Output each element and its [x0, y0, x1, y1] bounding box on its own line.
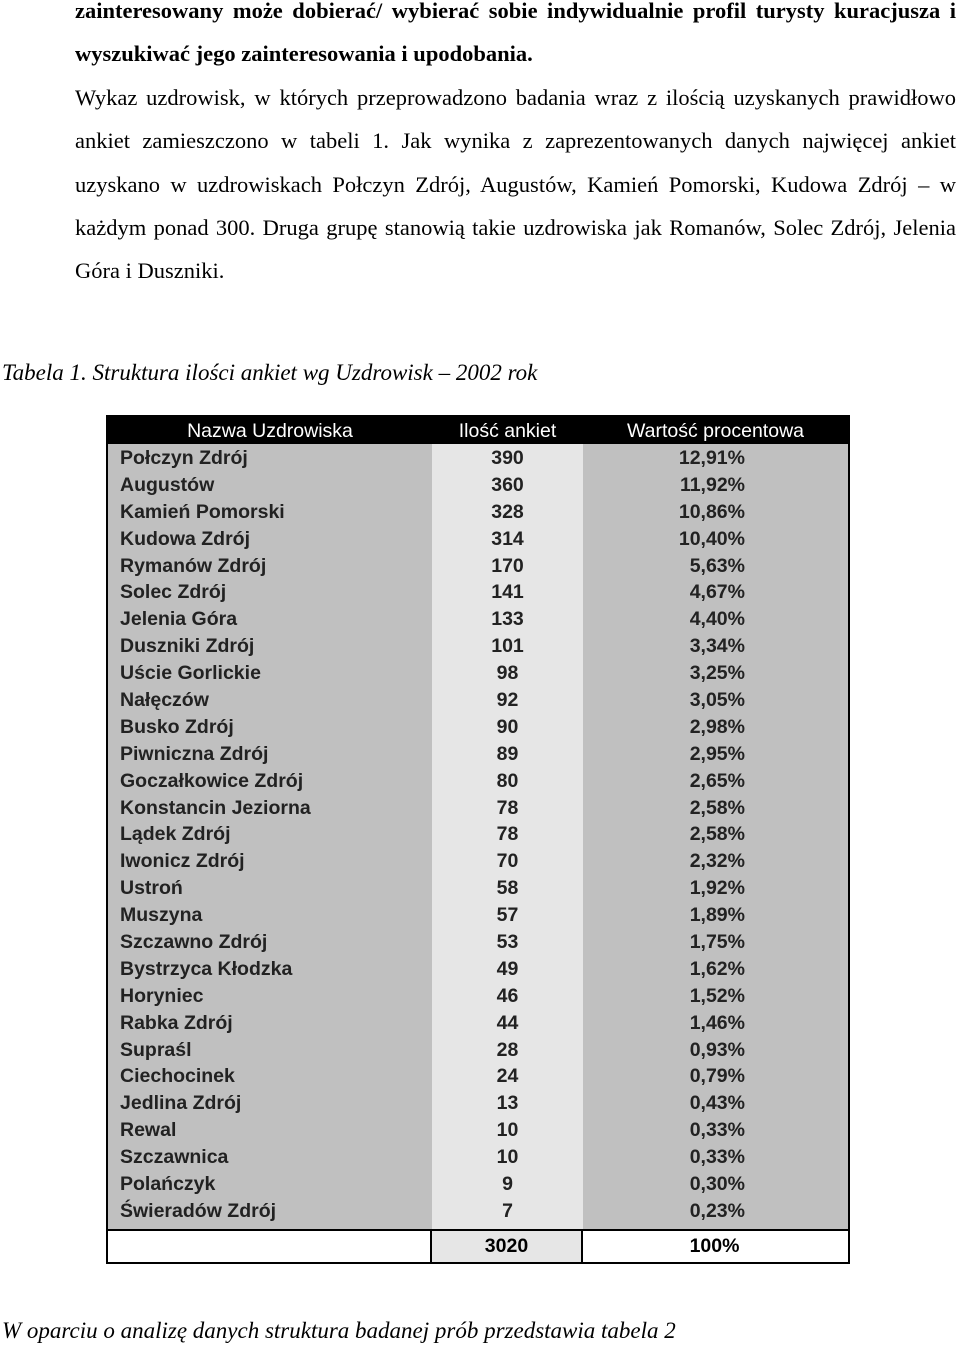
- table-row: [108, 902, 848, 929]
- spa-name-cell: Uście Gorlickie: [108, 660, 432, 687]
- spa-name-cell: Iwonicz Zdrój: [108, 848, 432, 875]
- spa-name-cell: Rymanów Zdrój: [108, 553, 432, 580]
- table-row: [108, 1171, 848, 1198]
- spa-name-cell: Lądek Zdrój: [108, 821, 432, 848]
- survey-count-cell: 46: [432, 983, 583, 1010]
- survey-count-cell: 70: [432, 848, 583, 875]
- percentage-cell: 3,05%: [583, 687, 848, 714]
- percentage-cell: 1,52%: [583, 983, 848, 1010]
- survey-count-cell: 390: [432, 445, 583, 472]
- table-total-row: [108, 1229, 848, 1262]
- table-body: [108, 444, 848, 1229]
- body-paragraph: Wykaz uzdrowisk, w których przeprowadzono badania wraz z ilością uzyskanych prawidłowo ankiet zamieszczono w tabeli 1. Jak wynika z zaprezentowanych danych najwięcej ankiet uzyskano w uzdrowiskach Połczyn Zdrój, Augustów, Kamień Pomorski, Kudowa Zdrój – w każdym ponad 300. Druga grupę stanowią takie uzdrowiska jak Romanów, Solec Zdrój, Jelenia Góra i Duszniki.: [75, 85, 956, 284]
- spa-name-cell: Bystrzyca Kłodzka: [108, 956, 432, 983]
- table-row: [108, 795, 848, 822]
- spa-name-cell: Świeradów Zdrój: [108, 1198, 432, 1225]
- percentage-cell: 2,32%: [583, 848, 848, 875]
- spa-name-cell: Rewal: [108, 1117, 432, 1144]
- percentage-cell: 3,34%: [583, 633, 848, 660]
- table-row: [108, 1037, 848, 1064]
- percentage-cell: 0,79%: [583, 1063, 848, 1090]
- percentage-cell: 4,67%: [583, 579, 848, 606]
- percentage-cell: 0,33%: [583, 1144, 848, 1171]
- survey-count-cell: 78: [432, 795, 583, 822]
- spa-name-cell: Kamień Pomorski: [108, 499, 432, 526]
- table-row: [108, 687, 848, 714]
- survey-count-cell: 92: [432, 687, 583, 714]
- table-row: [108, 714, 848, 741]
- survey-count-cell: 141: [432, 579, 583, 606]
- survey-count-cell: 9: [432, 1171, 583, 1198]
- percentage-cell: 0,23%: [583, 1198, 848, 1225]
- table-row: [108, 768, 848, 795]
- table-row: [108, 929, 848, 956]
- table-caption: Tabela 1. Struktura ilości ankiet wg Uzdrowisk – 2002 rok: [2, 360, 538, 385]
- table-row: [108, 848, 848, 875]
- percentage-cell: 2,65%: [583, 768, 848, 795]
- spa-name-cell: Piwniczna Zdrój: [108, 741, 432, 768]
- spa-name-cell: Duszniki Zdrój: [108, 633, 432, 660]
- table-row: [108, 956, 848, 983]
- bottom-caption: W oparciu o analizę danych struktura badanej prób przedstawia tabela 2: [2, 1318, 676, 1343]
- percentage-cell: 1,62%: [583, 956, 848, 983]
- intro-paragraph: zainteresowany może dobierać/ wybierać sobie indywidualnie profil turysty kuracjusza i wyszukiwać jego zainteresowania i upodobania.: [75, 0, 956, 67]
- survey-count-cell: 98: [432, 660, 583, 687]
- percentage-cell: 11,92%: [583, 472, 848, 499]
- spa-name-cell: Jelenia Góra: [108, 606, 432, 633]
- total-count: 3020: [432, 1231, 581, 1262]
- survey-count-cell: 314: [432, 526, 583, 553]
- survey-count-cell: 24: [432, 1063, 583, 1090]
- percentage-cell: 2,95%: [583, 741, 848, 768]
- spa-name-cell: Rabka Zdrój: [108, 1010, 432, 1037]
- spa-name-cell: Ciechocinek: [108, 1063, 432, 1090]
- survey-count-cell: 80: [432, 768, 583, 795]
- percentage-cell: 0,33%: [583, 1117, 848, 1144]
- spa-name-cell: Muszyna: [108, 902, 432, 929]
- spa-name-cell: Goczałkowice Zdrój: [108, 768, 432, 795]
- table-row: [108, 606, 848, 633]
- percentage-cell: 10,40%: [583, 526, 848, 553]
- spa-name-cell: Jedlina Zdrój: [108, 1090, 432, 1117]
- table-row: [108, 1010, 848, 1037]
- percentage-cell: 12,91%: [583, 445, 848, 472]
- table-row: [108, 660, 848, 687]
- spa-name-cell: Augustów: [108, 472, 432, 499]
- table-row: [108, 1144, 848, 1171]
- survey-count-cell: 101: [432, 633, 583, 660]
- table-row: [108, 633, 848, 660]
- spa-name-cell: Szczawnica: [108, 1144, 432, 1171]
- percentage-cell: 1,75%: [583, 929, 848, 956]
- survey-count-cell: 7: [432, 1198, 583, 1225]
- header-spa-name: Nazwa Uzdrowiska: [187, 420, 353, 442]
- survey-count-cell: 170: [432, 553, 583, 580]
- header-percentage: Wartość procentowa: [626, 420, 804, 442]
- spa-name-cell: Polańczyk: [108, 1171, 432, 1198]
- table-row: [108, 741, 848, 768]
- header-survey-count: Ilość ankiet: [458, 420, 557, 442]
- table-row: [108, 1063, 848, 1090]
- spa-survey-table: [106, 415, 850, 1264]
- survey-count-cell: 10: [432, 1144, 583, 1171]
- survey-count-cell: 78: [432, 821, 583, 848]
- survey-count-cell: 57: [432, 902, 583, 929]
- survey-count-cell: 10: [432, 1117, 583, 1144]
- percentage-cell: 2,58%: [583, 821, 848, 848]
- table-row: [108, 875, 848, 902]
- survey-count-cell: 53: [432, 929, 583, 956]
- percentage-cell: 0,43%: [583, 1090, 848, 1117]
- table-row: [108, 553, 848, 580]
- survey-count-cell: 90: [432, 714, 583, 741]
- spa-name-cell: Solec Zdrój: [108, 579, 432, 606]
- table-row: [108, 983, 848, 1010]
- spa-name-cell: Busko Zdrój: [108, 714, 432, 741]
- percentage-cell: 2,58%: [583, 795, 848, 822]
- table-row: [108, 821, 848, 848]
- survey-count-cell: 133: [432, 606, 583, 633]
- survey-count-cell: 49: [432, 956, 583, 983]
- percentage-cell: 1,89%: [583, 902, 848, 929]
- percentage-cell: 3,25%: [583, 660, 848, 687]
- percentage-cell: 0,93%: [583, 1037, 848, 1064]
- table-header-row: [108, 417, 848, 444]
- survey-count-cell: 360: [432, 472, 583, 499]
- spa-name-cell: Szczawno Zdrój: [108, 929, 432, 956]
- survey-count-cell: 28: [432, 1037, 583, 1064]
- percentage-cell: 1,46%: [583, 1010, 848, 1037]
- table-row: [108, 579, 848, 606]
- spa-name-cell: Konstancin Jeziorna: [108, 795, 432, 822]
- spa-name-cell: Horyniec: [108, 983, 432, 1010]
- table-row: [108, 1117, 848, 1144]
- survey-count-cell: 328: [432, 499, 583, 526]
- percentage-cell: 2,98%: [583, 714, 848, 741]
- total-percent: 100%: [581, 1231, 846, 1262]
- spa-name-cell: Supraśl: [108, 1037, 432, 1064]
- table-row: [108, 445, 848, 472]
- table-row: [108, 1090, 848, 1117]
- percentage-cell: 5,63%: [583, 553, 848, 580]
- percentage-cell: 4,40%: [583, 606, 848, 633]
- spa-name-cell: Nałęczów: [108, 687, 432, 714]
- table-row: [108, 472, 848, 499]
- table-row: [108, 1198, 848, 1225]
- survey-count-cell: 13: [432, 1090, 583, 1117]
- spa-name-cell: Ustroń: [108, 875, 432, 902]
- total-label: [108, 1231, 432, 1262]
- survey-count-cell: 58: [432, 875, 583, 902]
- survey-count-cell: 44: [432, 1010, 583, 1037]
- spa-name-cell: Połczyn Zdrój: [108, 445, 432, 472]
- percentage-cell: 10,86%: [583, 499, 848, 526]
- survey-count-cell: 89: [432, 741, 583, 768]
- table-row: [108, 499, 848, 526]
- table-row: [108, 526, 848, 553]
- spa-name-cell: Kudowa Zdrój: [108, 526, 432, 553]
- percentage-cell: 1,92%: [583, 875, 848, 902]
- percentage-cell: 0,30%: [583, 1171, 848, 1198]
